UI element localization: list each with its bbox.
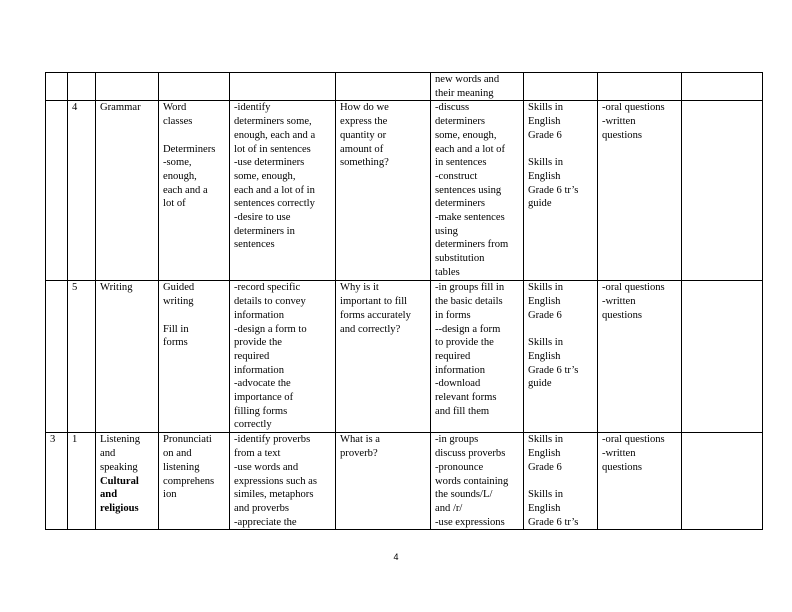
sub-strand-cell [159,73,230,101]
inquiry-cell: Why is it important to fill forms accurately and correctly? [336,281,431,433]
strand-cell [96,281,159,433]
resources-cell [524,73,598,101]
sub-strand-cell: Pronunciati on and listening comprehens ion [159,433,230,530]
week-cell: 3 [46,433,68,530]
scheme-of-work-table [45,72,763,530]
lesson-cell [68,73,96,101]
assessment-cell: -oral questions -written questions [598,101,682,281]
strand-cell [96,433,159,530]
remarks-cell [682,101,763,281]
page-number: 4 [393,552,399,562]
inquiry-cell: How do we express the quantity or amount of something? [336,101,431,281]
assessment-cell [598,73,682,101]
strand-text: Writing [100,282,133,294]
strand-cell [96,101,159,281]
remarks-cell [682,433,763,530]
strand-text: Grammar [100,102,141,114]
week-cell [46,281,68,433]
outcomes-cell: -record specific details to convey information -design a form to provide the required information -advocate the importance of filling forms correctly [230,281,336,433]
outcomes-cell: -identify determiners some, enough, each and a lot of in sentences -use determiners some, enough, each and a lot of in sentences correctly -desire to use determiners in sentences [230,101,336,281]
inquiry-cell: What is a proverb? [336,433,431,530]
resources-cell: Skills in English Grade 6 Skills in English Grade 6 tr’s guide [524,281,598,433]
week-cell [46,73,68,101]
resources-cell: Skills in English Grade 6 Skills in English Grade 6 tr’s [524,433,598,530]
table-row [46,101,763,281]
remarks-cell [682,281,763,433]
experiences-cell: new words and their meaning [431,73,524,101]
experiences-cell: -discuss determiners some, enough, each and a lot of in sentences -construct sentences using determiners -make sentences using determiners from substitution tables [431,101,524,281]
lesson-cell: 4 [68,101,96,281]
assessment-cell: -oral questions -written questions [598,281,682,433]
table-row [46,73,763,101]
table-row [46,433,763,530]
sub-strand-cell: Word classes Determiners -some, enough, each and a lot of [159,101,230,281]
experiences-cell: -in groups discuss proverbs -pronounce words containing the sounds/L/ and /r/ -use expressions [431,433,524,530]
remarks-cell [682,73,763,101]
experiences-cell: -in groups fill in the basic details in forms --design a form to provide the required information -download relevant forms and fill them [431,281,524,433]
lesson-cell: 5 [68,281,96,433]
outcomes-cell: -identify proverbs from a text -use words and expressions such as similes, metaphors and proverbs -appreciate the [230,433,336,530]
strand-cell [96,73,159,101]
week-cell [46,101,68,281]
outcomes-cell [230,73,336,101]
strand-text: Listening and speaking [100,434,141,473]
assessment-cell: -oral questions -written questions [598,433,682,530]
strand-bold-text: Cultural and religious [100,475,139,514]
table-row [46,281,763,433]
lesson-cell: 1 [68,433,96,530]
inquiry-cell [336,73,431,101]
resources-cell: Skills in English Grade 6 Skills in English Grade 6 tr’s guide [524,101,598,281]
sub-strand-cell: Guided writing Fill in forms [159,281,230,433]
